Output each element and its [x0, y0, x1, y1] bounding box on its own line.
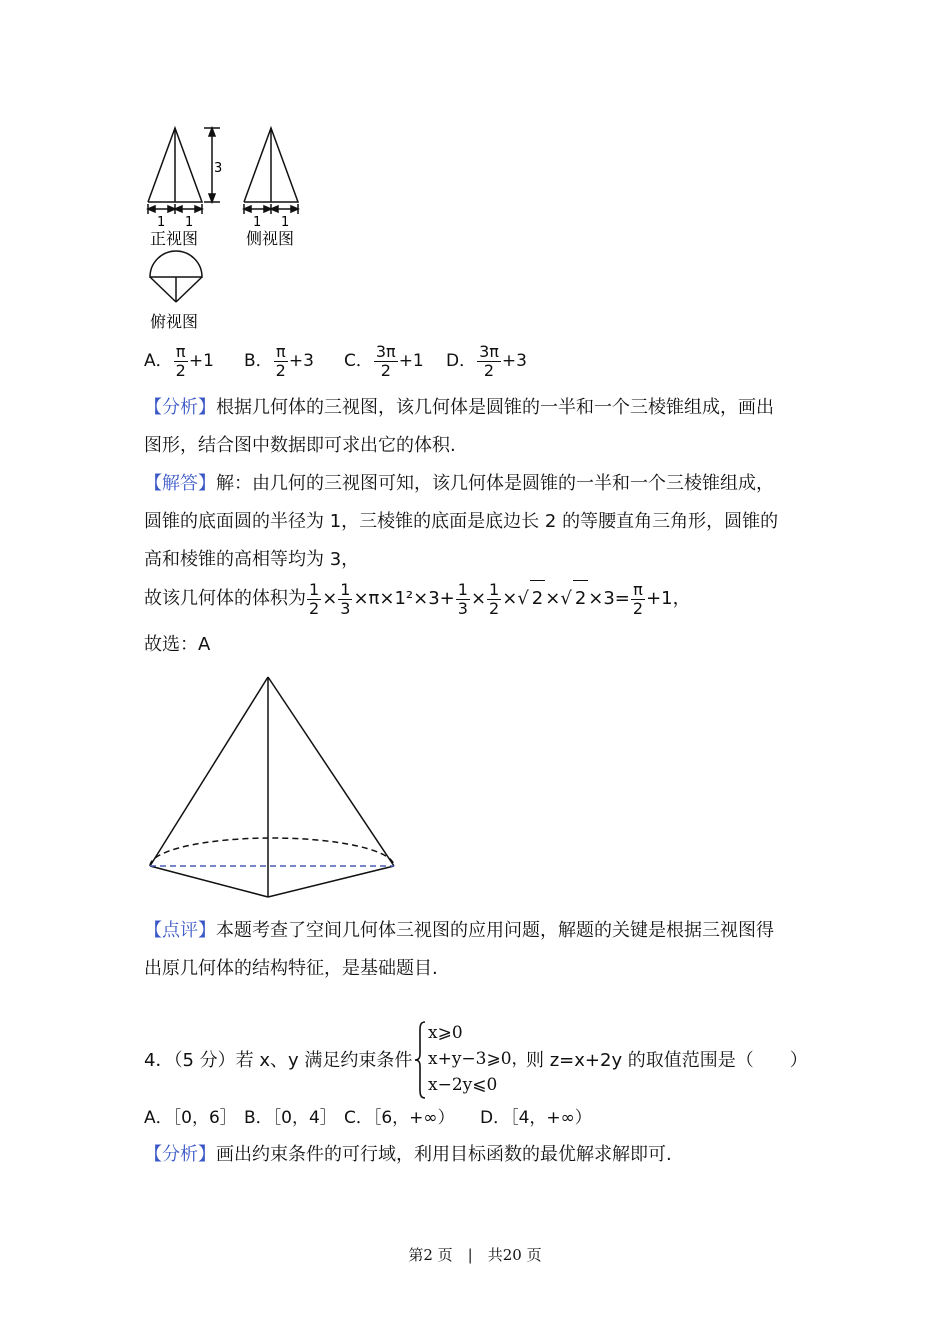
sqrt-2-a: 2 [530, 580, 545, 617]
option-d-tail: +3 [501, 351, 527, 371]
option-d[interactable] [446, 342, 527, 380]
three-view-figure [140, 122, 320, 332]
frac-third-1: $\frac{1}{3}$ [340, 579, 351, 618]
q4-suffix: 则 z=x+2y 的取值范围是（ ） [526, 1050, 808, 1071]
comment-text-1: 本题考查了空间几何体三视图的应用问题，解题的关键是根据三视图得 [216, 920, 774, 941]
q4-brace [414, 1020, 426, 1100]
solution-choice: 故选：A [144, 634, 211, 655]
side-view-label: 侧视图 [246, 229, 295, 248]
solid-figure [140, 670, 410, 905]
option-b-num: π [274, 343, 288, 362]
q4-analysis-text: 画出约束条件的可行域，利用目标函数的最优解求解即可. [216, 1144, 672, 1165]
option-c-fraction [374, 343, 398, 380]
solution-line-1 [144, 465, 774, 503]
q4-option-a[interactable]: A．［0，6］ [144, 1108, 237, 1128]
front-height-label: 3 [214, 161, 223, 176]
analysis-line-1 [144, 389, 774, 427]
option-a[interactable] [144, 342, 214, 380]
frac-half-1: $\frac{1}{2}$ [309, 579, 320, 618]
q4-constraint-3: x−2y⩽0 [428, 1075, 498, 1095]
option-d-num: 3π [479, 341, 499, 361]
option-a-letter: A． [144, 351, 173, 371]
comment-line-2: 出原几何体的结构特征，是基础题目. [144, 958, 438, 979]
q4-option-d[interactable]: D．［4，+∞） [480, 1108, 592, 1128]
option-c-num: 3π [375, 341, 396, 361]
q4-options [144, 1099, 664, 1137]
option-b-den: 2 [275, 360, 286, 380]
front-dim-right-label: 1 [185, 215, 194, 230]
option-b[interactable] [244, 342, 314, 380]
front-view-label: 正视图 [150, 229, 199, 248]
option-d-letter: D． [446, 351, 477, 371]
formula-prefix: 故该几何体的体积为 [144, 588, 306, 609]
option-a-num: π [174, 343, 188, 362]
option-b-letter: B． [244, 351, 273, 371]
q4-analysis-tag: 【分析】 [144, 1144, 216, 1165]
comment-tag: 【点评】 [144, 920, 216, 941]
solution-tag: 【解答】 [144, 473, 216, 494]
option-c[interactable] [344, 342, 424, 380]
formula-end: +1， [646, 588, 691, 609]
side-dim-right-label: 1 [281, 215, 290, 230]
front-view [148, 128, 223, 214]
option-c-letter: C． [344, 351, 373, 371]
analysis-line-2: 图形，结合图中数据即可求出它的体积. [144, 435, 456, 456]
solution-line-3: 高和棱锥的高相等均为 3， [144, 549, 360, 570]
comment-line-1 [144, 912, 774, 950]
solution-line-2: 圆锥的底面圆的半径为 1，三棱锥的底面是底边长 2 的等腰直角三角形，圆锥的 [144, 511, 779, 532]
frac-half-2: $\frac{1}{2}$ [489, 579, 500, 618]
q4-constraints [428, 1020, 529, 1098]
side-dim-left-label: 1 [253, 215, 262, 230]
front-dim-left-label: 1 [157, 215, 166, 230]
analysis-tag: 【分析】 [144, 397, 216, 418]
option-c-tail: +1 [398, 351, 424, 371]
analysis-text-1: 根据几何体的三视图，该几何体是圆锥的一半和一个三棱锥组成，画出 [216, 397, 774, 418]
q4-analysis [144, 1136, 672, 1174]
volume-formula: 故该几何体的体积为 $\frac{1}{2}$ × $\frac{1}{3}$ ×π×1²×3+ $\frac{1}{3}$ × $\frac{1}{2}$ ×√ 2 ×√ 2 ×3= $\frac{\pi}{2}$ +1， [144, 579, 691, 618]
q4-constraint-2: x+y−3⩾0， [428, 1049, 529, 1069]
top-view-label: 俯视图 [150, 312, 199, 331]
option-a-tail: +1 [188, 351, 214, 371]
frac-third-2: $\frac{1}{3}$ [457, 579, 468, 618]
option-a-fraction [174, 343, 188, 380]
option-b-fraction [274, 343, 288, 380]
option-a-den: 2 [175, 360, 186, 380]
q4-constraint-1: x⩾0 [428, 1023, 463, 1043]
q4-option-c[interactable]: C．［6，+∞） [344, 1108, 455, 1128]
sqrt-2-b: 2 [573, 580, 588, 617]
page-footer: 第2 页 | 共20 页 [408, 1246, 542, 1264]
q4-prefix: 4．（5 分）若 x、y 满足约束条件 [144, 1050, 413, 1071]
frac-pi-half: $\frac{\pi}{2}$ [632, 579, 644, 618]
q4-option-b[interactable]: B．［0，4］ [244, 1108, 337, 1128]
option-b-tail: +3 [288, 351, 314, 371]
option-d-fraction [477, 343, 501, 380]
solution-text-1: 解：由几何的三视图可知，该几何体是圆锥的一半和一个三棱锥组成， [216, 473, 774, 494]
option-c-den: 2 [380, 360, 391, 380]
side-view [244, 128, 298, 214]
option-d-den: 2 [483, 360, 495, 380]
options-row [144, 340, 644, 384]
top-view [150, 251, 202, 302]
